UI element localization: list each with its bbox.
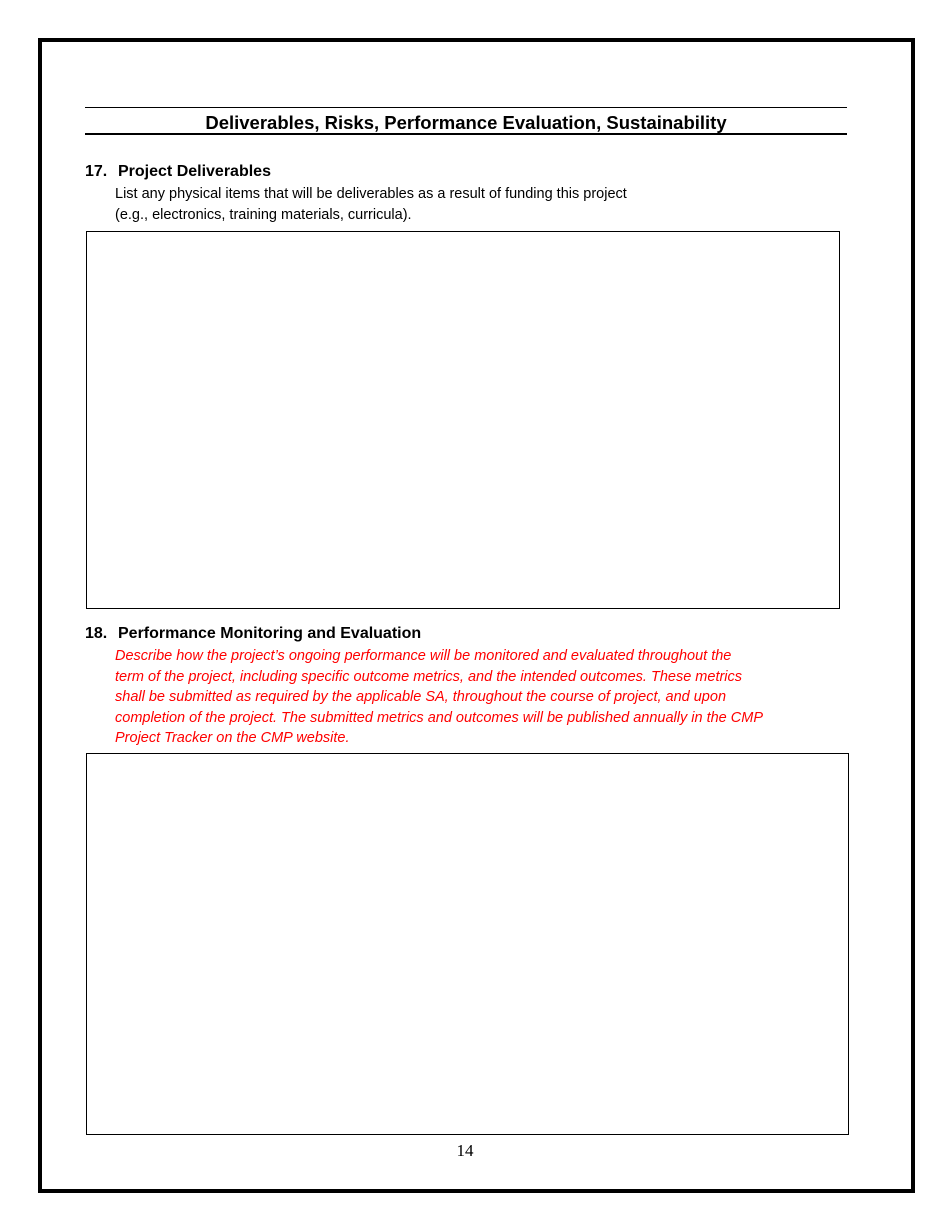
question-18-answer-box[interactable]	[86, 753, 849, 1135]
question-18-description-line: term of the project, including specific outcome metrics, and the intended outcomes. These metrics	[115, 668, 743, 685]
question-17-description-line: (e.g., electronics, training materials, curricula).	[115, 206, 412, 223]
question-18-description-line: shall be submitted as required by the applicable SA, throughout the course of project, and upon	[115, 689, 727, 705]
question-17-answer-box[interactable]	[86, 231, 840, 609]
question-17-description-line: List any physical items that will be deliverables as a result of funding this project	[115, 186, 627, 202]
question-18-description-line: Describe how the project’s ongoing performance will be monitored and evaluated throughout the	[115, 648, 732, 664]
question-18-description-line: completion of the project. The submitted metrics and outcomes will be published annually in the CMP	[115, 709, 763, 726]
title-rule-bottom	[85, 133, 847, 135]
question-18-description	[115, 646, 825, 749]
question-18-heading	[85, 624, 421, 644]
question-17-number: 17.	[85, 163, 108, 180]
title-rule-top	[85, 107, 847, 108]
page-number: 14	[456, 1141, 474, 1160]
question-18-number: 18.	[85, 625, 108, 642]
question-17-title: Project Deliverables	[118, 163, 271, 180]
section-title	[85, 112, 847, 134]
question-18-title: Performance Monitoring and Evaluation	[118, 625, 422, 642]
question-17-heading	[85, 162, 271, 182]
question-18-description-line: Project Tracker on the CMP website.	[115, 730, 350, 746]
question-17-description	[115, 184, 627, 225]
section-title-text: Deliverables, Risks, Performance Evaluation, Sustainability	[205, 112, 727, 133]
